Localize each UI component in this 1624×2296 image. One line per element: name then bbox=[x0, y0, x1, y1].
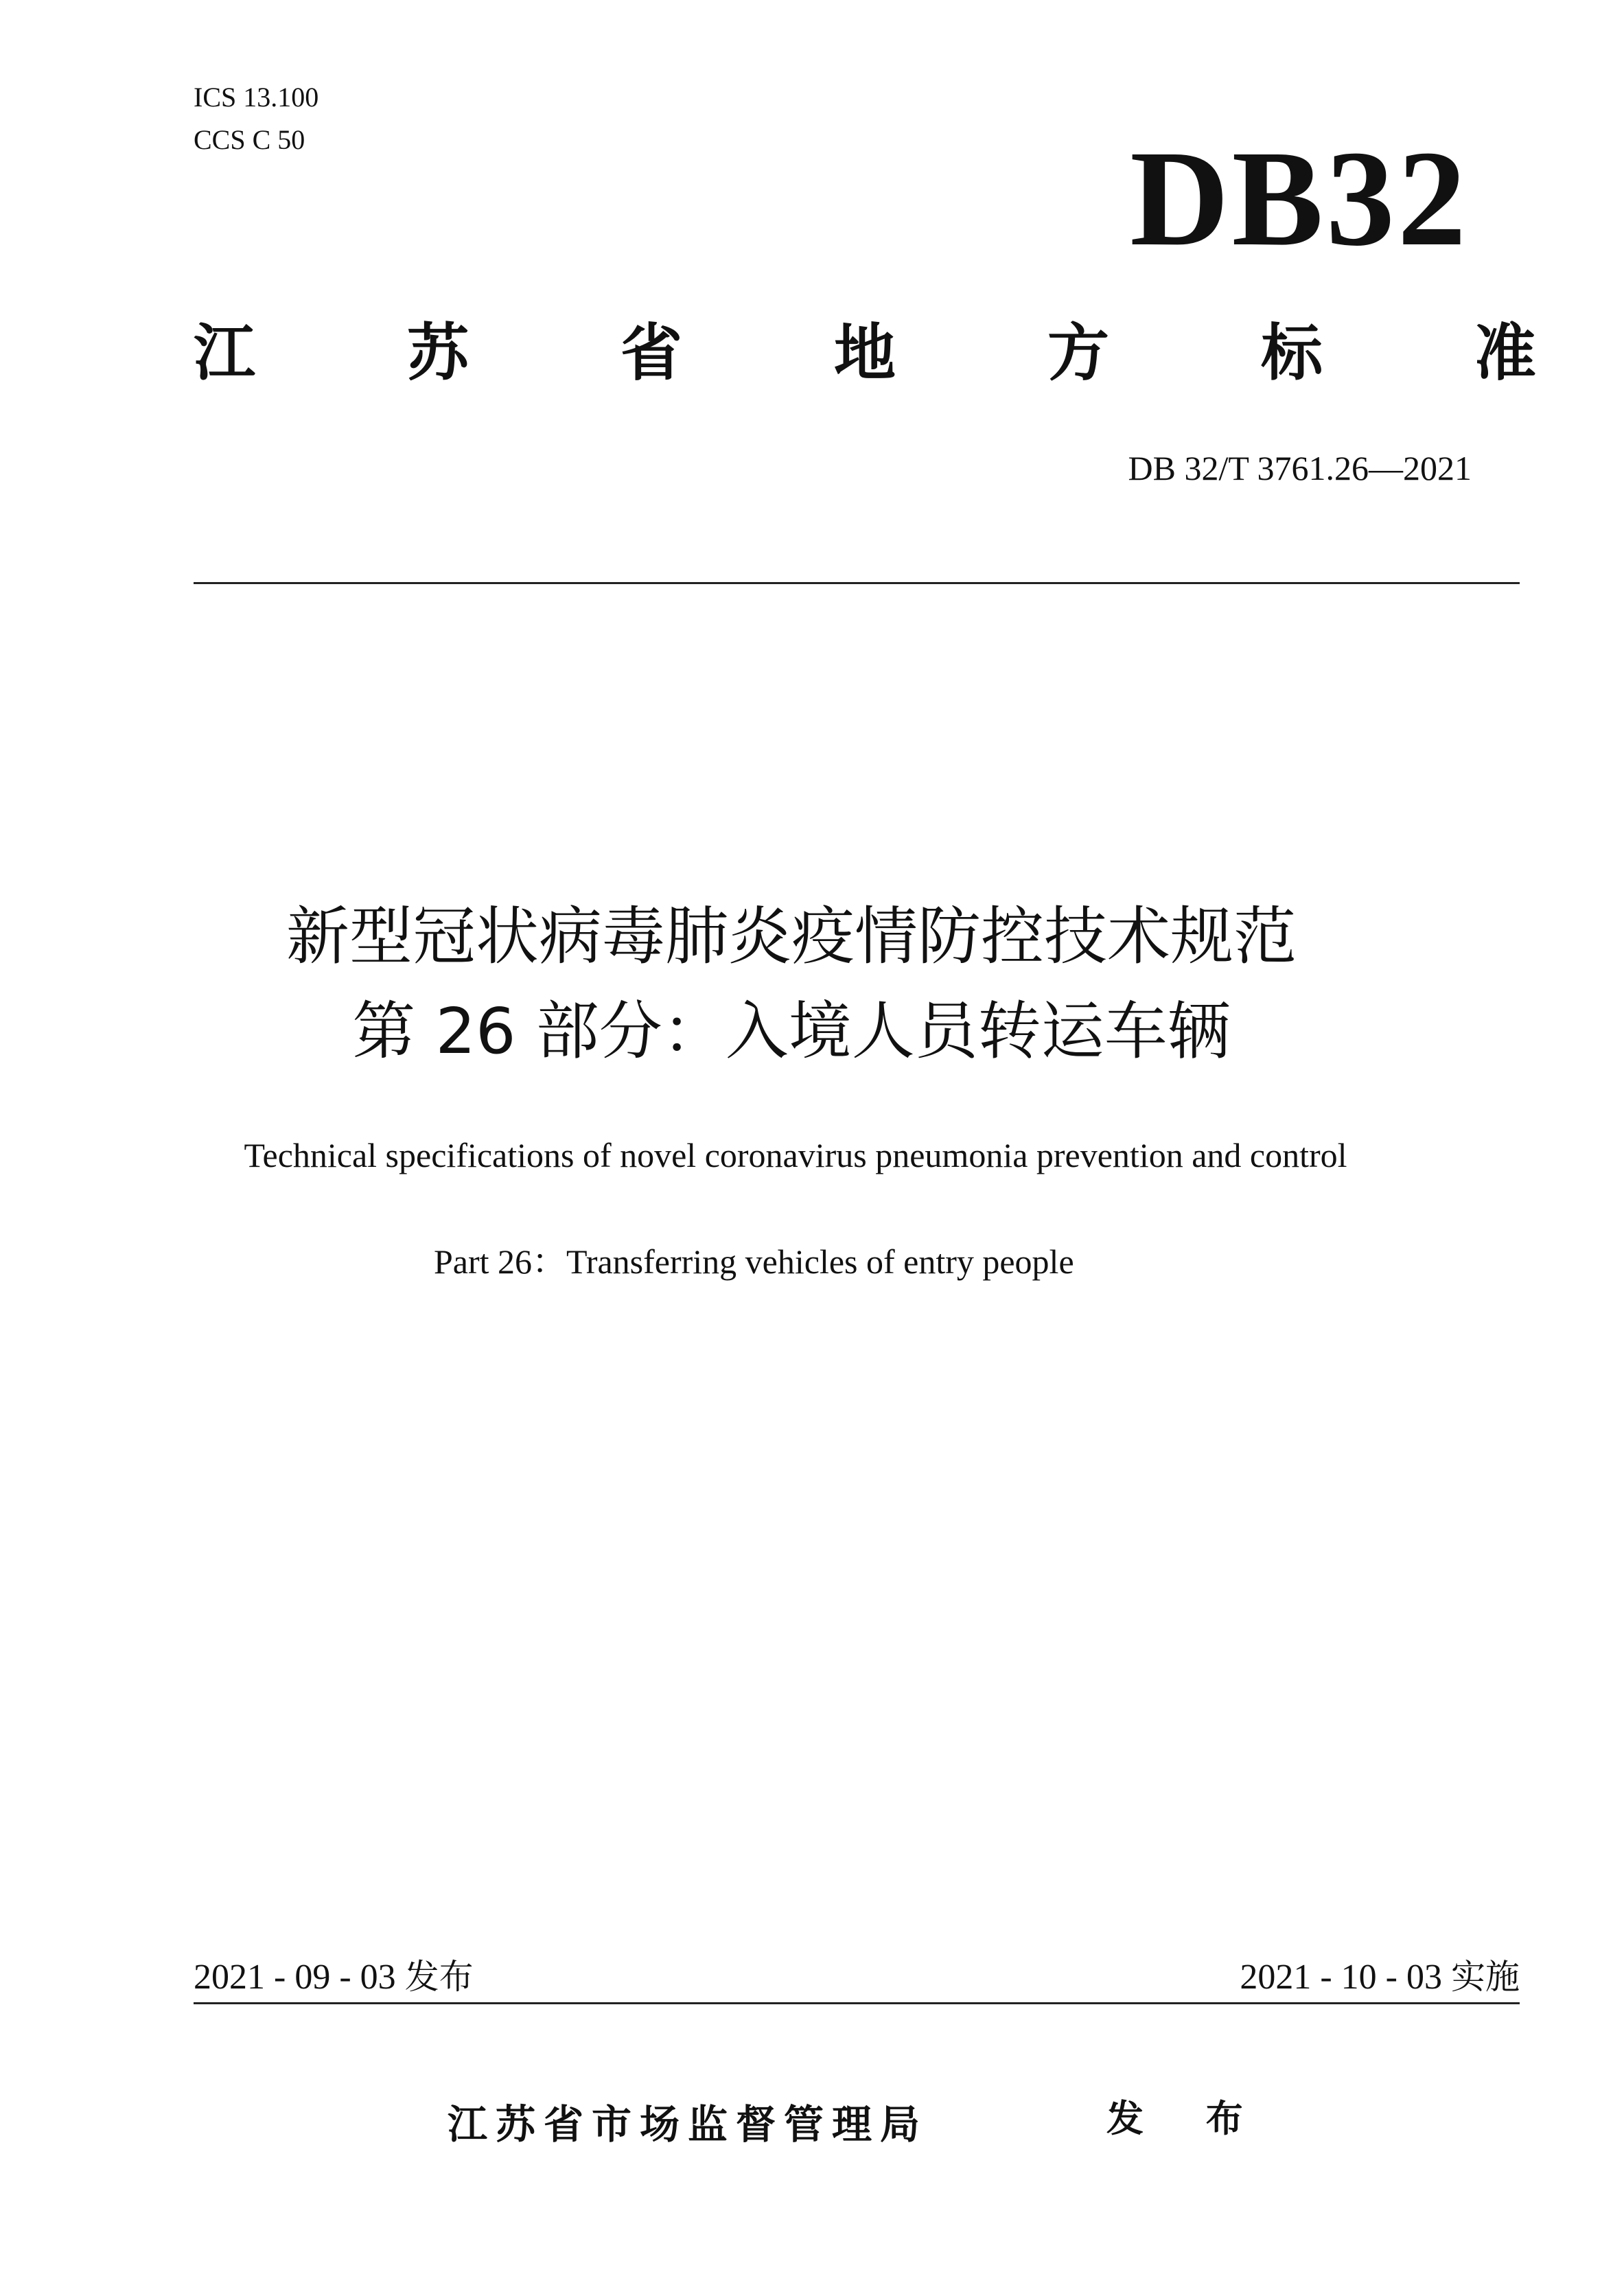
standard-code-logo: DB32 bbox=[1130, 123, 1469, 275]
standard-type-char: 苏 bbox=[407, 317, 469, 389]
footer-divider bbox=[194, 2002, 1520, 2004]
issue-label: 发布 bbox=[404, 1957, 474, 1997]
standard-type-char: 标 bbox=[1261, 317, 1323, 389]
publish-label: 发 布 bbox=[1106, 2097, 1268, 2140]
standard-type-heading bbox=[194, 316, 1536, 391]
implement-label: 实施 bbox=[1451, 1957, 1520, 1997]
header-divider bbox=[194, 582, 1520, 584]
standard-type-char: 省 bbox=[620, 317, 682, 389]
standard-type-char: 方 bbox=[1047, 317, 1109, 389]
standard-type-char: 准 bbox=[1474, 317, 1536, 389]
standard-type-char: 江 bbox=[194, 317, 255, 389]
standard-type-char: 地 bbox=[834, 317, 896, 389]
title-en-main: Technical specifications of novel coronavirus pneumonia prevention and control bbox=[244, 1136, 1347, 1174]
title-zh-part: 第 26 部分：入境人员转运车辆 bbox=[352, 995, 1231, 1068]
implement-date-line bbox=[1240, 1955, 1520, 1999]
publisher-name: 江苏省市场监督管理局 bbox=[448, 2101, 929, 2148]
ics-code: ICS 13.100 bbox=[194, 82, 319, 113]
ccs-code: CCS C 50 bbox=[194, 124, 305, 155]
issue-date: 2021 - 09 - 03 bbox=[194, 1958, 396, 1997]
issue-date-line bbox=[194, 1955, 474, 1999]
implement-date: 2021 - 10 - 03 bbox=[1240, 1958, 1442, 1997]
standard-number: DB 32/T 3761.26—2021 bbox=[1128, 449, 1472, 487]
title-en-part: Part 26：Transferring vehicles of entry people bbox=[434, 1242, 1074, 1281]
title-zh-main: 新型冠状病毒肺炎疫情防控技术规范 bbox=[286, 900, 1297, 973]
